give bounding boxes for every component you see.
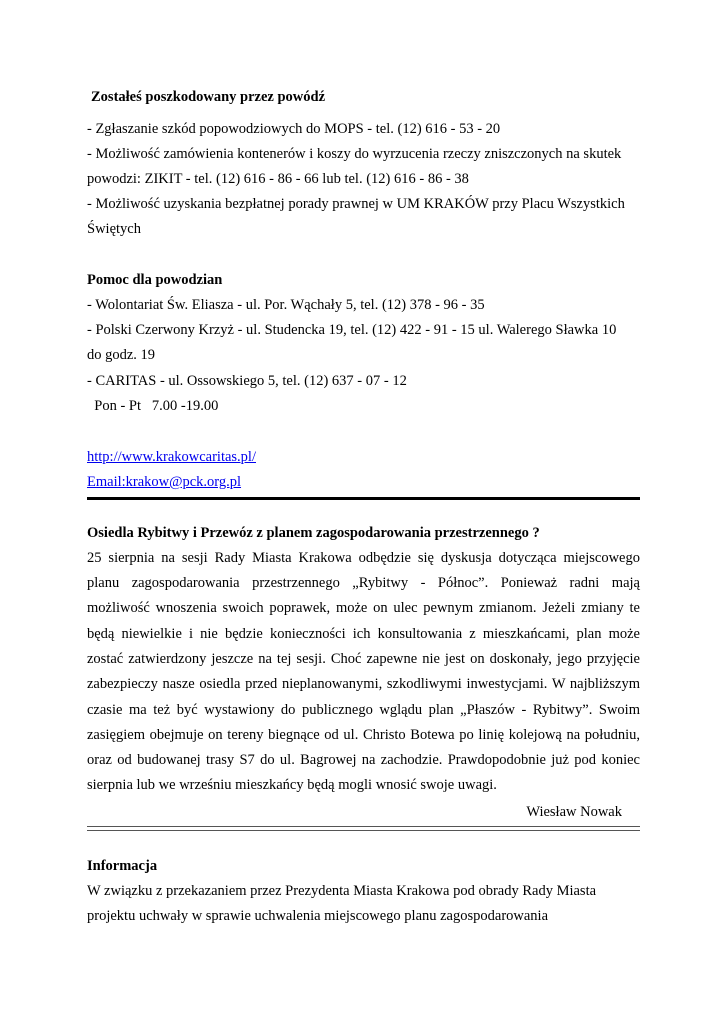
paragraph-line: będą niewielkie i nie będzie konieczności ich konsultowania z mieszkańcami, plan może	[87, 626, 640, 642]
text-line-hours: Pon - Pt 7.00 -19.00	[87, 398, 219, 414]
section-divider-double	[87, 826, 640, 831]
text-line: - Możliwość uzyskania bezpłatnej porady prawnej w UM KRAKÓW przy Placu Wszystkich	[87, 196, 625, 212]
paragraph-line: możliwość wnoszenia swoich poprawek, może on ulec pewnym zmianom. Jeżeli zmiany te	[87, 600, 640, 616]
text-line: - CARITAS - ul. Ossowskiego 5, tel. (12) 637 - 07 - 12	[87, 373, 407, 389]
section-heading-help: Pomoc dla powodzian	[87, 272, 223, 288]
text-line: - Polski Czerwony Krzyż - ul. Studencka 19, tel. (12) 422 - 91 - 15 ul. Walerego Sławka 10	[87, 322, 617, 338]
paragraph-line: 25 sierpnia na sesji Rady Miasta Krakowa odbędzie się dyskusja dotycząca miejscowego	[87, 550, 640, 566]
text-line: do godz. 19	[87, 347, 156, 363]
text-line: - Możliwość zamówienia kontenerów i koszy do wyrzucenia rzeczy zniszczonych na skutek	[87, 146, 622, 162]
text-line: W związku z przekazaniem przez Prezydenta Miasta Krakowa pod obrady Rady Miasta	[87, 883, 597, 899]
author-signature: Wiesław Nowak	[526, 804, 622, 820]
paragraph-line: zostać zatwierdzony jeszcze na tej sesji. Choć zapewne nie jest on doskonały, jego przyjęcie	[87, 651, 640, 667]
text-line: projektu uchwały w sprawie uchwalenia miejscowego planu zagospodarowania	[87, 908, 549, 924]
paragraph-line: zabezpieczy nasze osiedla przed nieplanowanymi, szkodliwymi inwestycjami. W najbliższym	[87, 676, 640, 692]
section-heading-rybitwy: Osiedla Rybitwy i Przewóz z planem zagospodarowania przestrzennego ?	[87, 525, 540, 541]
paragraph-line: oraz od budowanej trasy S7 do ul. Bagrowej na zachodzie. Prawdopodobnie już pod koniec	[87, 752, 640, 768]
text-line: Świętych	[87, 221, 141, 237]
caritas-link[interactable]: http://www.krakowcaritas.pl/	[87, 449, 256, 465]
paragraph-line: planu zagospodarowania przestrzennego „Rybitwy - Północ”. Ponieważ radni mają	[87, 575, 640, 591]
text-line: powodzi: ZIKIT - tel. (12) 616 - 86 - 66 lub tel. (12) 616 - 86 - 38	[87, 171, 469, 187]
paragraph-line: zasięgiem obejmuje on tereny biegnące od ul. Christo Botewa po linię kolejową na południu,	[87, 727, 640, 743]
text-line: - Zgłaszanie szkód popowodziowych do MOPS - tel. (12) 616 - 53 - 20	[87, 121, 501, 137]
email-link[interactable]: Email:krakow@pck.org.pl	[87, 474, 242, 490]
section-heading-information: Informacja	[87, 858, 158, 874]
paragraph-line: czasie ma też być wystawiony do publicznego wglądu plan „Płaszów - Rybitwy”. Swoim	[87, 702, 640, 718]
section-heading-flood-victims: Zostałeś poszkodowany przez powódź	[91, 89, 326, 105]
text-line: - Wolontariat Św. Eliasza - ul. Por. Wąchały 5, tel. (12) 378 - 96 - 35	[87, 297, 485, 313]
section-divider	[87, 497, 640, 500]
paragraph-line: sierpnia lub we wrześniu mieszkańcy będą mogli wnosić swoje uwagi.	[87, 777, 497, 793]
